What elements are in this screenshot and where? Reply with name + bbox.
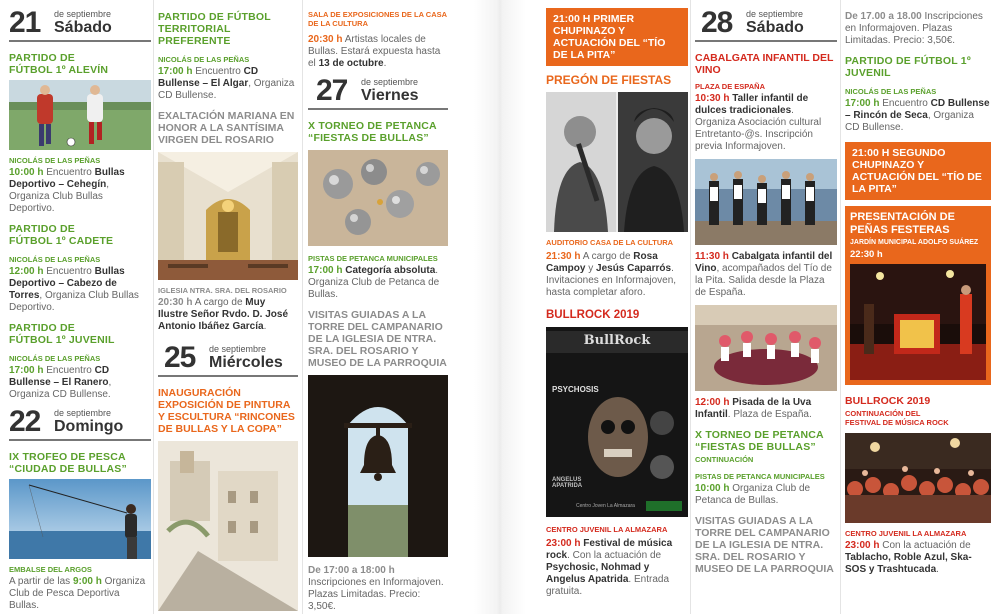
- event-title: VISITAS GUIADAS A LA TORRE DEL CAMPANARIO DE LA IGLESIA DE NTRA. SRA. DEL ROSARIO Y MUSEO DE LA PARROQUIA: [695, 515, 834, 575]
- column-divider: [302, 0, 303, 614]
- event-details: De 17:00 a 18:00 h Inscripciones en Informajoven. Plazas Limitadas. Precio: 3,50€.: [308, 565, 444, 612]
- grape-stomping-photo: [695, 305, 837, 391]
- event-title: BULLROCK 2019: [845, 395, 931, 407]
- event-details: De 17.00 a 18.00 Inscripciones en Informajoven. Plazas Limitadas. Precio: 3,50€.: [845, 11, 983, 46]
- painting-photo: [158, 441, 298, 611]
- poster-band-2: ANGELUS APATRIDA: [552, 477, 583, 489]
- date-weekday: Domingo: [54, 418, 124, 435]
- event-details: 17:00 h Categoría absoluta. Organiza Club de Petanca de Bullas.: [308, 265, 440, 300]
- date-number: 28: [701, 6, 733, 39]
- event-title: IX TROFEO DE PESCA “CIUDAD DE BULLAS”: [9, 451, 127, 475]
- event-location: NICOLÁS DE LAS PEÑAS: [158, 55, 250, 64]
- event-highlight-box: 21:00 H PRIMER CHUPINAZO Y ACTUACIÓN DEL “TÍO DE LA PITA”: [546, 8, 688, 66]
- event-location: SALA DE EXPOSICIONES DE LA CASA DE LA CULTURA: [308, 10, 447, 28]
- event-title: BULLROCK 2019: [546, 309, 640, 321]
- event-title: PREGÓN DE FIESTAS: [546, 73, 672, 87]
- event-location: PLAZA DE ESPAÑA: [695, 82, 766, 91]
- date-rule: [158, 375, 298, 377]
- event-details: 10:00 h Encuentro Bullas Deportivo – Cehegín, Organiza Club Bullas Deportivo.: [9, 167, 125, 214]
- concert-crowd-photo: [845, 433, 991, 523]
- column-6: [845, 0, 991, 614]
- event-location: NICOLÁS DE LAS PEÑAS: [9, 156, 101, 165]
- date-rule: [695, 40, 837, 42]
- poster-band: PSYCHOSIS: [552, 385, 599, 394]
- event-details: 23:00 h Festival de música rock. Con la actuación de Psychosic, Nohmad y Angelus Apatrida. Entrada gratuita.: [546, 538, 673, 597]
- date-month: de septiembre: [54, 408, 112, 418]
- event-location: CENTRO JUVENIL LA ALMAZARA: [845, 529, 967, 538]
- event-highlight-box: 21:00 H SEGUNDO CHUPINAZO Y ACTUACIÓN DEL “TÍO DE LA PITA”: [845, 142, 991, 200]
- fishing-photo: [9, 479, 151, 559]
- bell-tower-photo: [308, 375, 448, 557]
- parade-photo: [695, 159, 837, 245]
- column-divider: [840, 0, 841, 614]
- event-location: PISTAS DE PETANCA MUNICIPALES: [695, 472, 825, 481]
- event-details: 12:00 h Pisada de la Uva Infantil. Plaza de España.: [695, 397, 812, 420]
- date-number: 21: [9, 6, 41, 39]
- date-number: 22: [9, 405, 41, 438]
- event-highlight-box: [845, 206, 991, 385]
- event-location: AUDITORIO CASA DE LA CULTURA: [546, 238, 674, 247]
- event-details: 17:00 h Encuentro CD Bullense – Rincón de Seca, Organiza CD Bullense.: [845, 98, 990, 133]
- event-location: IGLESIA NTRA. SRA. DEL ROSARIO: [158, 286, 287, 295]
- column-divider: [690, 0, 691, 614]
- event-details: 17:00 h Encuentro CD Bullense – El Ranero, Organiza CD Bullense.: [9, 365, 112, 400]
- event-time: 22:30 h: [850, 249, 883, 260]
- event-subtitle: CONTINUACIÓN: [695, 455, 754, 464]
- event-subtitle: CONTINUACIÓN DEL FESTIVAL DE MÚSICA ROCK: [845, 409, 949, 427]
- event-title: PARTIDO DE FÚTBOL 1º ALEVÍN: [9, 52, 109, 76]
- event-details: 21:30 h A cargo de Rosa Campoy y Jesús Caparrós. Invitaciones en Informajoven, hasta completar aforo.: [546, 251, 677, 298]
- football-photo: [9, 80, 151, 150]
- poster-logo: BullRock: [583, 333, 651, 348]
- date-header-sun22: [9, 407, 151, 437]
- event-details: 20:30 h A cargo de Muy Ilustre Señor Rvdo. D. José Antonio Ibáñez García.: [158, 297, 289, 332]
- event-location: NICOLÁS DE LAS PEÑAS: [9, 354, 101, 363]
- date-month: de septiembre: [209, 344, 267, 354]
- petanque-photo: [308, 150, 448, 246]
- column-2: [158, 0, 298, 614]
- event-title: X TORNEO DE PETANCA “FIESTAS DE BULLAS”: [308, 120, 437, 144]
- event-location: CENTRO JUVENIL LA ALMAZARA: [546, 525, 668, 534]
- event-details: 23:00 h Con la actuación de Tablacho, Roble Azul, Ska-SOS y Trashtucada.: [845, 540, 972, 575]
- column-1: [9, 0, 151, 614]
- event-location: PISTAS DE PETANCA MUNICIPALES: [308, 254, 438, 263]
- event-title: PARTIDO DE FÚTBOL TERRITORIAL PREFERENTE: [158, 11, 271, 47]
- event-title: PARTIDO DE FÚTBOL 1º JUVENIL: [9, 322, 115, 346]
- event-title: EXALTACIÓN MARIANA EN HONOR A LA SANTÍSIMA VIRGEN DEL ROSARIO: [158, 110, 295, 146]
- date-header-sat28: [701, 8, 837, 38]
- event-location: NICOLÁS DE LAS PEÑAS: [9, 255, 101, 264]
- event-details: 10:30 h Taller infantil de dulces tradicionales. Organiza Asociación cultural Entretanto-@s. Inscripción previa Informajoven.: [695, 93, 822, 152]
- event-location: EMBALSE DEL ARGOS: [9, 565, 92, 574]
- date-rule: [308, 108, 448, 110]
- date-header-sat21: [9, 8, 151, 38]
- date-header-fri27: [316, 76, 448, 106]
- event-details: 12:00 h Encuentro Bullas Deportivo – Cabezo de Torres, Organiza Club Bullas Deportivo.: [9, 266, 139, 313]
- date-number: 25: [164, 341, 196, 374]
- date-rule: [9, 439, 151, 441]
- column-3: [308, 0, 448, 614]
- event-details: 11:30 h Cabalgata infantil del Vino, acompañados del Tío de la Pita. Salida desde la Plaza de España.: [695, 251, 833, 298]
- event-details: 20:30 h Artistas locales de Bullas. Estará expuesta hasta el 13 de octubre.: [308, 34, 441, 69]
- event-location: JARDÍN MUNICIPAL ADOLFO SUÁREZ: [850, 239, 979, 246]
- column-4: [546, 0, 688, 614]
- stage-photo: [850, 264, 986, 380]
- date-header-wed25: [164, 343, 298, 373]
- event-details: A partir de las 9:00 h Organiza Club de Pesca Deportiva Bullas.: [9, 576, 146, 611]
- date-number: 27: [316, 74, 348, 107]
- event-details: 17:00 h Encuentro CD Bullense – El Algar, Organiza CD Bullense.: [158, 66, 295, 101]
- date-weekday: Miércoles: [209, 354, 283, 371]
- date-weekday: Sábado: [54, 19, 112, 36]
- event-title: VISITAS GUIADAS A LA TORRE DEL CAMPANARIO DE LA IGLESIA DE NTRA. SRA. DEL ROSARIO Y MUSEO DE LA PARROQUIA: [308, 309, 447, 369]
- date-month: de septiembre: [746, 9, 804, 19]
- page-fold: [474, 0, 526, 614]
- event-title: CABALGATA INFANTIL DEL VINO: [695, 52, 834, 76]
- church-interior-photo: [158, 152, 298, 280]
- event-title: X TORNEO DE PETANCA “FIESTAS DE BULLAS”: [695, 429, 824, 453]
- poster-small-text: Centro Joven La Almazara: [576, 503, 635, 509]
- column-divider: [153, 0, 154, 614]
- event-title: INAUGURACIÓN EXPOSICIÓN DE PINTURA Y ESCULTURA “RINCONES DE BULLAS Y LA COPA”: [158, 387, 295, 435]
- date-rule: [9, 40, 151, 42]
- date-month: de septiembre: [361, 77, 419, 87]
- date-weekday: Sábado: [746, 19, 804, 36]
- date-weekday: Viernes: [361, 87, 419, 104]
- event-title: PARTIDO DE FÚTBOL 1º CADETE: [9, 223, 114, 247]
- event-location: NICOLÁS DE LAS PEÑAS: [845, 87, 937, 96]
- event-details: 10:00 h Organiza Club de Petanca de Bullas.: [695, 483, 811, 506]
- column-5: [695, 0, 837, 614]
- event-title: PARTIDO DE FÚTBOL 1º JUVENIL: [845, 55, 971, 79]
- date-month: de septiembre: [54, 9, 112, 19]
- event-title: PRESENTACIÓN DE PEÑAS FESTERAS: [850, 211, 955, 236]
- speakers-photo: [546, 92, 688, 232]
- bullrock-poster: [546, 327, 688, 517]
